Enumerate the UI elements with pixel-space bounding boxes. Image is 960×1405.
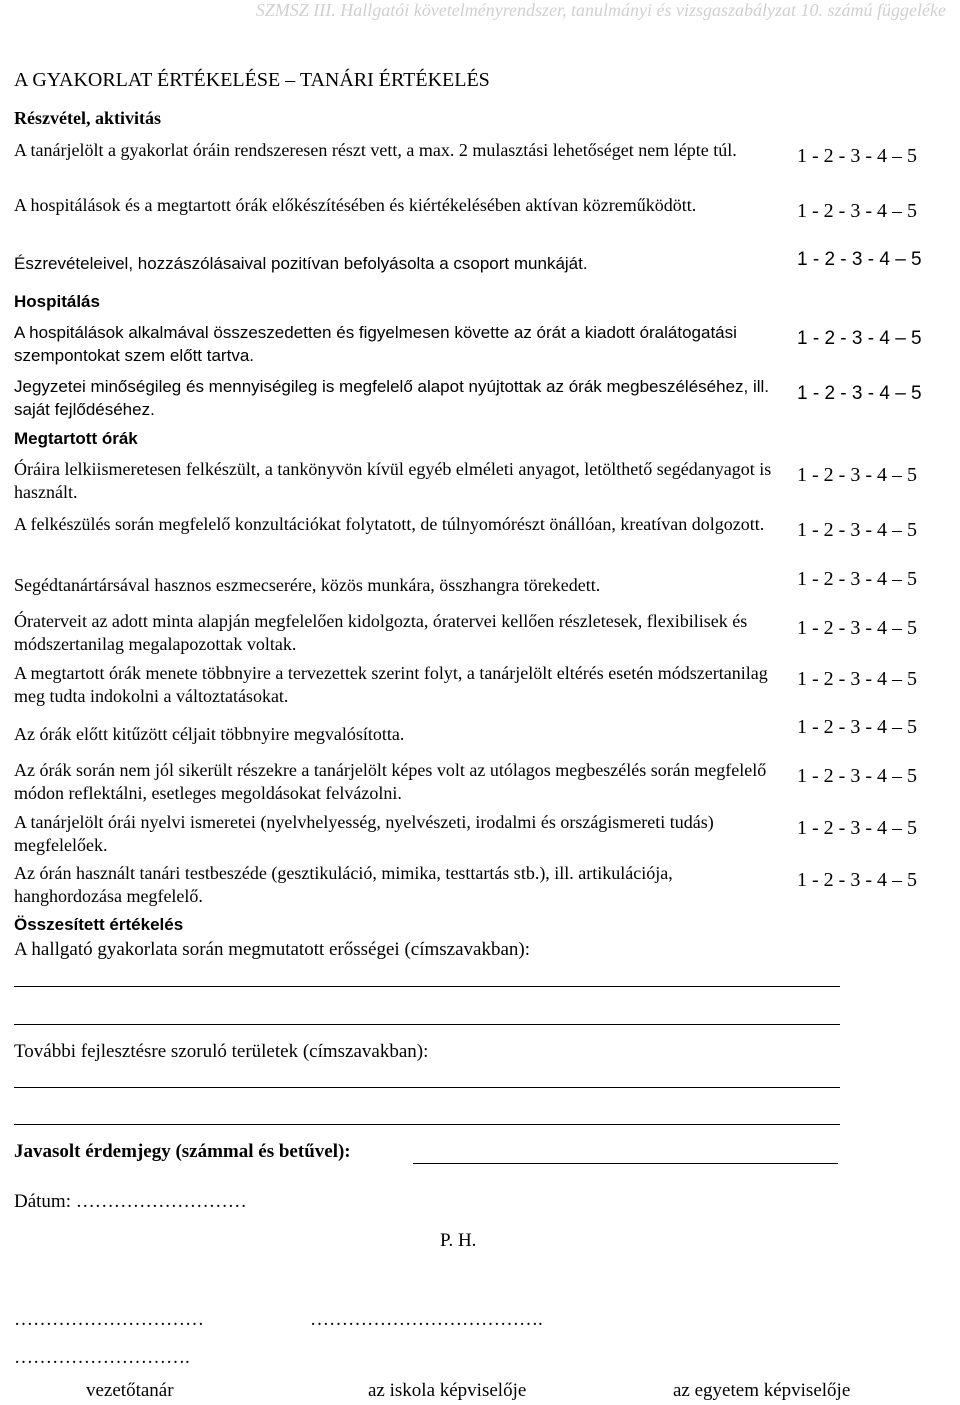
rating-scale-preparation: 1 - 2 - 3 - 4 – 5 [797, 464, 917, 486]
criterion-language-knowledge: A tanárjelölt órái nyelvi ismeretei (nyelvhelyesség, nyelvészeti, irodalmi és országismereti tudás) megfelelőek. [14, 812, 714, 855]
criterion-observation-focus: A hospitálások alkalmával összeszedetten és figyelmesen követte az órát a kiadott óralátogatási szempontokat szem előtt tartva. [14, 323, 737, 365]
rating-scale-lesson-flow: 1 - 2 - 3 - 4 – 5 [797, 668, 917, 690]
grade-label: Javasolt érdemjegy (számmal és betűvel): [14, 1141, 351, 1162]
section-heading-lessons: Megtartott órák [14, 429, 138, 448]
improvement-answer-line-2[interactable] [14, 1124, 840, 1125]
rating-scale-observation-focus: 1 - 2 - 3 - 4 – 5 [797, 328, 922, 349]
signature-dots-left: ………………………… [14, 1309, 204, 1330]
signature-dots-second: ………………………. [14, 1347, 190, 1368]
improvement-answer-line-1[interactable] [14, 1087, 840, 1088]
rating-scale-attendance: 1 - 2 - 3 - 4 – 5 [797, 145, 917, 167]
grade-answer-line[interactable] [413, 1163, 838, 1164]
rating-scale-group-influence: 1 - 2 - 3 - 4 – 5 [797, 249, 922, 270]
strengths-answer-line-2[interactable] [14, 1024, 840, 1025]
form-title: A GYAKORLAT ÉRTÉKELÉSE – TANÁRI ÉRTÉKELÉS [14, 69, 490, 91]
criterion-body-language: Az órán használt tanári testbeszéde (gesztikuláció, mimika, testtartás stb.), ill. artikulációja, hanghordozása megfelelő. [14, 863, 673, 906]
strengths-answer-line-1[interactable] [14, 986, 840, 987]
rating-scale-notes-quality: 1 - 2 - 3 - 4 – 5 [797, 383, 922, 404]
rating-scale-body-language: 1 - 2 - 3 - 4 – 5 [797, 869, 917, 891]
signature-school: az iskola képviselője [368, 1380, 527, 1401]
section-heading-participation: Részvétel, aktivitás [14, 108, 161, 128]
criterion-cooperation: Segédtanártársával hasznos eszmecserére, közös munkára, összhangra törekedett. [14, 575, 601, 595]
rating-scale-reflection: 1 - 2 - 3 - 4 – 5 [797, 765, 917, 787]
stamp-label: P. H. [440, 1230, 477, 1251]
criterion-reflection: Az órák során nem jól sikerült részekre a tanárjelölt képes volt az utólagos megbeszélés során megfelelő módon reflektálni, esetleges megoldásokat felvázolni. [14, 760, 767, 803]
criterion-active-participation: A hospitálások és a megtartott órák előkészítésében és kiértékelésében aktívan közreműködött. [14, 195, 697, 215]
improvement-label: További fejlesztésre szoruló területek (címszavakban): [14, 1041, 429, 1062]
rating-scale-cooperation: 1 - 2 - 3 - 4 – 5 [797, 568, 917, 590]
section-heading-observation: Hospitálás [14, 292, 100, 311]
date-label: Dátum: ……………………… [14, 1191, 247, 1212]
criterion-group-influence: Észrevételeivel, hozzászólásaival pozitívan befolyásolta a csoport munkáját. [14, 254, 588, 273]
header-text: SZMSZ III. Hallgatói követelményrendszer, tanulmányi és vizsgaszabályzat 10. számú függeléke [255, 0, 946, 20]
criterion-attendance: A tanárjelölt a gyakorlat óráin rendszeresen részt vett, a max. 2 mulasztási lehetőséget nem lépte túl. [14, 140, 737, 160]
rating-scale-active-participation: 1 - 2 - 3 - 4 – 5 [797, 200, 917, 222]
rating-scale-lesson-plans: 1 - 2 - 3 - 4 – 5 [797, 617, 917, 639]
rating-scale-language-knowledge: 1 - 2 - 3 - 4 – 5 [797, 817, 917, 839]
section-heading-summary: Összesített értékelés [14, 915, 184, 934]
signature-mentor: vezetőtanár [86, 1380, 174, 1401]
signature-university: az egyetem képviselője [673, 1380, 851, 1401]
criterion-goals: Az órák előtt kitűzött céljait többnyire megvalósította. [14, 724, 405, 744]
rating-scale-goals: 1 - 2 - 3 - 4 – 5 [797, 716, 917, 738]
page-header [0, 0, 960, 30]
criterion-lesson-flow: A megtartott órák menete többnyire a tervezettek szerint folyt, a tanárjelölt eltérés esetén módszertanilag meg tudta indokolni a változtatásokat. [14, 663, 768, 706]
rating-scale-consultation: 1 - 2 - 3 - 4 – 5 [797, 519, 917, 541]
criterion-consultation: A felkészülés során megfelelő konzultációkat folytatott, de túlnyomórészt önállóan, kreatívan dolgozott. [14, 514, 765, 534]
signature-dots-middle: ………………………………. [310, 1309, 543, 1330]
strengths-label: A hallgató gyakorlata során megmutatott erősségei (címszavakban): [14, 939, 530, 960]
criterion-lesson-plans: Óraterveit az adott minta alapján megfelelően kidolgozta, óratervei kellően részletesek, flexibilisek és módszertanilag megalapozottak voltak. [14, 611, 748, 654]
criterion-preparation: Óráira lelkiismeretesen felkészült, a tankönyvön kívül egyéb elméleti anyagot, letölthető segédanyagot is használt. [14, 459, 772, 502]
criterion-notes-quality: Jegyzetei minőségileg és mennyiségileg is megfelelő alapot nyújtottak az órák megbeszéléséhez, ill. saját fejlődéséhez. [14, 377, 770, 419]
